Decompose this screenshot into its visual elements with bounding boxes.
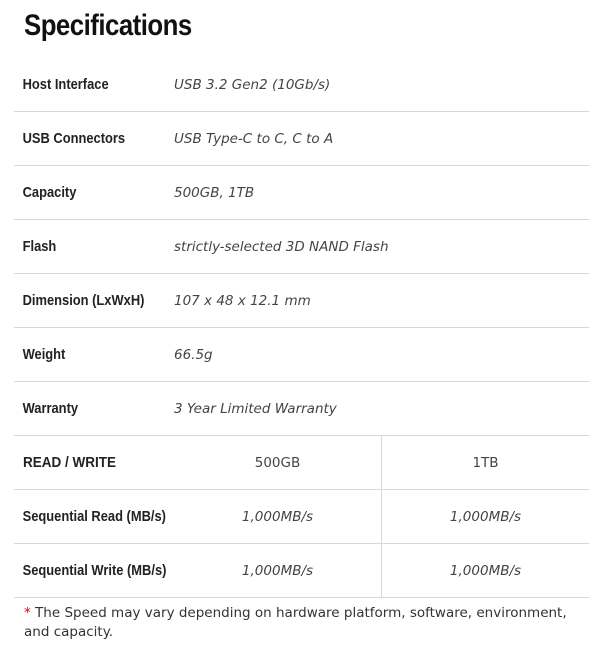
spec-value: 3 Year Limited Warranty [174, 400, 337, 417]
speed-header-label: READ / WRITE [23, 454, 117, 471]
spec-label: Dimension (LxWxH) [22, 292, 145, 309]
spec-label: Capacity [22, 184, 77, 201]
speed-value-1tb: 1,000MB/s [381, 544, 589, 597]
speed-row-sequential-read [14, 490, 589, 544]
spec-value: USB 3.2 Gen2 (10Gb/s) [174, 76, 331, 93]
spec-value: 500GB, 1TB [174, 184, 255, 201]
spec-label: Weight [22, 346, 66, 363]
speed-header-row [14, 436, 589, 490]
speed-header-500gb: 500GB [254, 454, 301, 471]
note-text: The Speed may vary depending on hardware platform, software, environment, and capacity. [24, 605, 567, 640]
note-asterisk: * [24, 605, 31, 621]
spec-row-dimension [14, 274, 589, 328]
speed-value-500gb: 1,000MB/s [241, 562, 314, 579]
spec-value: 66.5g [174, 346, 213, 363]
speed-label: Sequential Read (MB/s) [22, 508, 166, 525]
spec-row-usb-connectors [14, 112, 589, 166]
speed-header-1tb: 1TB [381, 436, 589, 489]
speed-label: Sequential Write (MB/s) [22, 562, 167, 579]
spec-row-capacity [14, 166, 589, 220]
spec-row-flash [14, 220, 589, 274]
speed-value-500gb: 1,000MB/s [241, 508, 314, 525]
spec-table [14, 58, 589, 598]
spec-value: USB Type-C to C, C to A [174, 130, 334, 147]
page-title: Specifications [24, 9, 192, 42]
speed-row-sequential-write [14, 544, 589, 598]
spec-value: 107 x 48 x 12.1 mm [174, 292, 311, 309]
spec-label: USB Connectors [22, 130, 126, 147]
spec-label: Flash [22, 238, 57, 255]
spec-label: Host Interface [22, 76, 109, 93]
spec-row-warranty [14, 382, 589, 436]
spec-value: strictly-selected 3D NAND Flash [174, 238, 389, 255]
spec-label: Warranty [22, 400, 79, 417]
spec-row-host-interface [14, 58, 589, 112]
speed-value-1tb: 1,000MB/s [381, 490, 589, 543]
spec-row-weight [14, 328, 589, 382]
speed-disclaimer-note [24, 604, 584, 642]
